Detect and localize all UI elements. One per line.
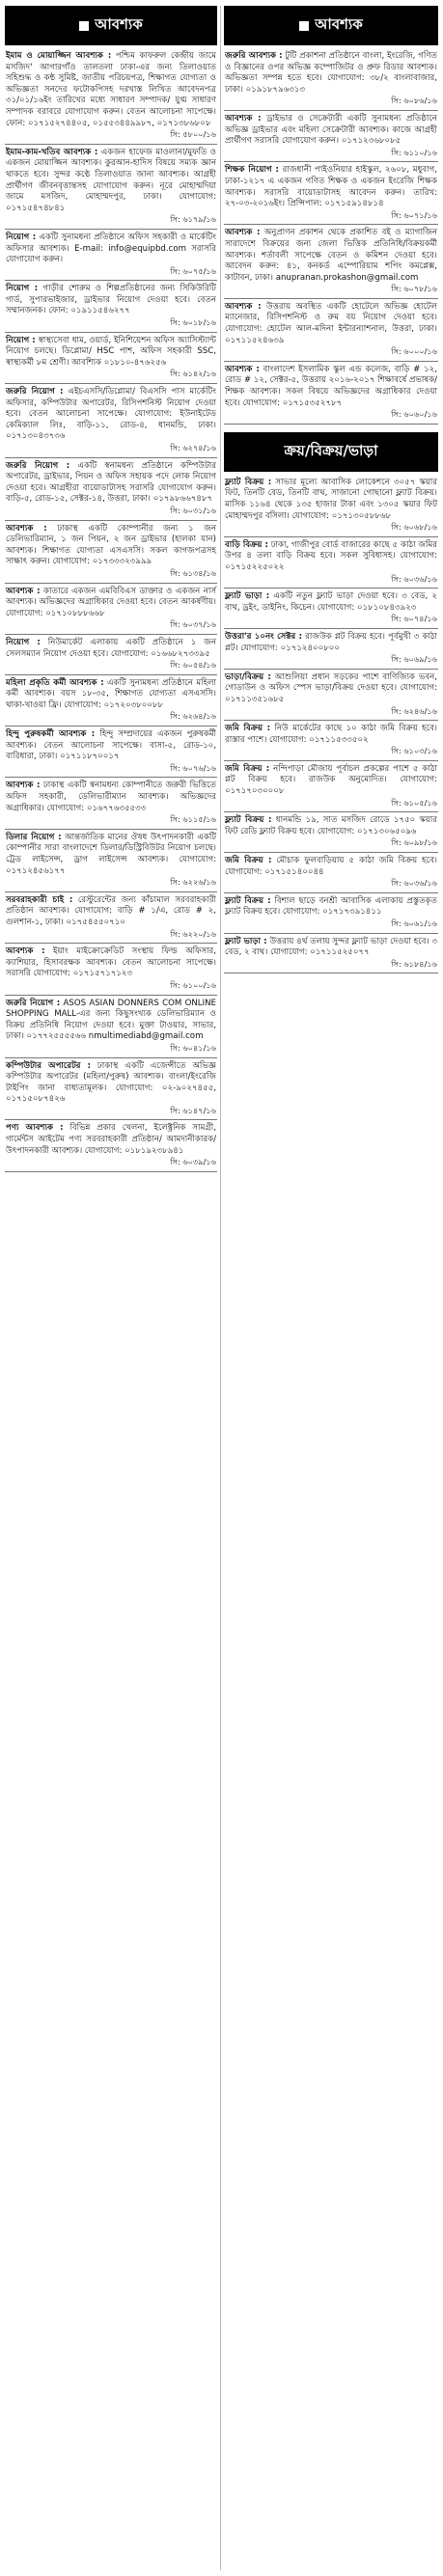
ad-body: একজন হাফেজ মাওলানা/মুফতি ও একজন মোয়াজ্জিন আবশ্যক। কুরআন-হাদিস বিষয়ে সম্যক জ্ঞান থাকতে হবে। সুন্দর কণ্ঠে তিলাওয়াত জানা আবশ্যক। আগ্রহী প্রার্থীগণ জীবনবৃত্তান্তসহ যোগাযোগ করুন। নূরে মোহাম্মদিয়া জামে মসজিদ, মোহাম্মদপুর, ঢাকা। যোগাযোগ: ০১৭১৫৪৭৪৮৪১: [6, 147, 216, 213]
classified-ad: [5, 231, 217, 279]
ad-heading: আবশ্যক :: [225, 364, 260, 374]
classified-ad: [224, 762, 438, 810]
ad-reference: সি: ৬০৬০/১৬: [391, 409, 437, 420]
ads-list-buy-sell: [224, 476, 438, 974]
classified-ad: [5, 779, 217, 827]
ad-body: বিভিন্ন প্রকার খেলনা, ইলেক্ট্রনিক সামগ্রী, গার্মেন্টস আইটেম পণ্য সরবরাহকারী প্রতিষ্ঠান/ আমদানীকারক/ উৎপাদনকারী আবশ্যক। যোগাযোগ: ০১৮১৯২৩৮৯৪১: [6, 1123, 216, 1156]
header-square-icon: [299, 21, 309, 31]
ad-reference: সি: ৬২২০/১৬: [170, 928, 216, 939]
ad-divider: [5, 943, 217, 944]
ad-body: আশুলিয়া প্রধান সড়কের পাশে বাণিজ্যিক ভবন, গোডাউন ও অফিস স্পেস ভাড়া/বিক্রয় দেওয়া হবে। যোগাযোগ: ০১৭১১৩৫১৬৮৫: [225, 671, 437, 704]
right-column: [224, 6, 438, 974]
ad-divider: [224, 669, 438, 670]
ad-reference: সি: ৬১৪২/১৬: [170, 369, 216, 379]
ad-reference: সি: ৬১৪৭/১৬: [170, 1105, 216, 1115]
section-header-wanted-left: [5, 6, 217, 45]
ad-heading: ভাড়া/বিক্রয় :: [225, 671, 271, 682]
ad-heading: কম্পিউটার অপারেটর :: [6, 1060, 92, 1071]
ad-heading: নিয়োগ :: [6, 637, 41, 647]
ad-divider: [224, 933, 438, 934]
ad-reference: সি: ৬১০০/১৬: [170, 979, 216, 990]
ad-divider: [5, 229, 217, 230]
ad-divider: [5, 144, 217, 145]
ad-divider: [5, 1119, 217, 1120]
ad-heading: নিয়োগ :: [6, 232, 37, 242]
ad-reference: সি: ৬২৪৬/১৬: [391, 705, 437, 716]
ad-reference: সি: ৬০৩১/১৬: [170, 505, 216, 515]
ad-reference: সি: ৬২২৬/১৬: [170, 877, 216, 888]
ad-divider: [5, 520, 217, 521]
ad-body: টুটি প্রকাশনা প্রতিষ্ঠানে বাংলা, ইংরেজি, গণিত ও বিজ্ঞানের ওপর অভিজ্ঞ কম্পোজিটর ও প্রুফ রিডার আবশ্যক। অভিজ্ঞতা সম্পন্ন হতে হবে। যোগাযোগ: ৩৮/২ বাংলাবাজার, ঢাকা। ০১৯১৮৭৯৬৩১৩: [225, 51, 437, 95]
ad-body: রাজধানী পাইওনিয়ার হাইস্কুল, ২৬০৮, মধুবাগ, ঢাকা-১২১৭ এ একজন গণিত শিক্ষক ও একজন ইংরেজি শিক্ষক আবশ্যক। সরাসরি বায়োডাটাসহ আবেদন করুন। তারিখ: ২৭-০৩-২০১৬ইং। প্রিন্সিপাল: ০১৭১৫৯১৪৮১৪: [225, 165, 438, 209]
ad-reference: সি: ৬১৩৪/১৬: [170, 567, 216, 578]
ad-divider: [5, 383, 217, 384]
left-column: [5, 6, 217, 1173]
column-divider: [220, 6, 221, 2570]
classified-ad: [5, 282, 217, 330]
ad-divider: [5, 1057, 217, 1058]
classified-ad: [5, 1121, 217, 1169]
ad-divider: [224, 892, 438, 893]
ad-heading: আবশ্যক :: [225, 113, 262, 123]
classified-ad: [5, 459, 217, 519]
ad-heading: জরুরি নিয়োগ :: [6, 460, 70, 471]
ad-body: একটি সুনামধন্য প্রতিষ্ঠানে অফিস সহকারী ও মার্কেটিং অফিসার আবশ্যক। E-mail: info@equipbd.com সরাসরি যোগাযোগ করুন।: [6, 232, 216, 265]
ad-divider: [5, 634, 217, 635]
ad-body: সাভার মূল্যে আবাসিক লোকেশনে ৩০৫৭ স্কয়ার ফিট, তিনটি বেড, তিনটি বাথ, সাজানো গোছানো ফ্ল্যাট বিক্রয়। মাসিক ১১৬৪ থেকে ১৩৫ হাজার টাকা এবং ১৩০৫ স্কয়ার ফিট মোহাম্মদপুর বসিলা। যোগাযোগ: ০১৭১৩০৫৮৮৬৮: [225, 477, 438, 521]
ad-body: বিশাল ছাড়ে বনশ্রী আবাসিক এলাকায় প্রস্তুতকৃত ফ্ল্যাট বিক্রয় হবে। যোগাযোগ: ০১৭১৭৩৯১৪১১: [225, 895, 437, 918]
ad-divider: [5, 457, 217, 458]
ad-reference: সি: ৬১৮৪/১৬: [391, 958, 437, 969]
ad-body: রাজউক প্লট বিক্রয় হবে। পূর্বমুখী ৩ কাঠা প্লট। যোগাযোগ: ০১৭১২৪০০৮০০: [225, 631, 437, 653]
ad-body: হিন্দু সম্প্রদায়ের একজন পুরুষকর্মী আবশ্যক। বেতন আলোচনা সাপেক্ষে। বাসা-৫, রোড-১০, বারিধারা, ঢাকা। ০১৭১১৮৭০০১৭: [6, 729, 217, 762]
ad-divider: [224, 298, 438, 299]
classified-ad: [224, 630, 438, 668]
ad-body: ঢাকাস্থ একটি স্বনামধন্য কোম্পানীতে জরুরী ভিত্তিতে অফিস সহকারী, ডেলিভারীম্যান আবশ্যক। অভিজ্ঞদের অগ্রাধিকার। যোগাযোগ: ০১৬৭৭৬৩৫৫৩৩: [6, 781, 216, 813]
ad-heading: জমি বিক্রয় :: [225, 763, 270, 774]
classified-ad: [5, 636, 217, 673]
section-header-title: আবশ্যক: [315, 15, 363, 33]
ad-divider: [224, 588, 438, 589]
classified-ad: [224, 300, 438, 360]
ad-body: ঢাকাস্থ একটি এজেন্সীতে অভিজ্ঞ কম্পিউটার অপারেটর (মহিলা/পুরুষ) আবশ্যক। বাংলা/ইংরেজি টাইপিং জানা বাধ্যতামূলক। যোগাযোগ: ০২-৯০২৭৪৫৫, ০১৭১৫০৮৭৪২৬: [6, 1060, 216, 1105]
ad-heading: ফ্ল্যাট বিক্রয় :: [225, 477, 272, 487]
classified-ad: [224, 813, 438, 851]
ad-heading: আবশ্যক :: [6, 586, 41, 596]
ads-list-left: [5, 49, 217, 1172]
ad-heading: ডিলার নিয়োগ :: [6, 832, 62, 842]
ad-divider: [224, 760, 438, 761]
section-header-buy-sell-rent: [224, 432, 438, 472]
ad-divider: [5, 891, 217, 892]
ad-divider: [224, 720, 438, 721]
ad-reference: সি: ৬০৭৬/১৬: [170, 762, 216, 773]
ad-divider: [5, 674, 217, 675]
ad-reference: সি: ৬০৭৪/১৬: [391, 614, 437, 624]
ad-divider: [5, 995, 217, 996]
ad-reference: সি: ৬১০৫/১৬: [391, 797, 437, 808]
ad-divider: [5, 332, 217, 333]
ad-body: স্বাস্থ্যসেবা ধাম, ওয়ার্ড, ইনিশিয়েশন অফিস অ্যাসিস্ট্যান্ট নিয়োগ চলছে। ডিপ্লোমা/ HSC পাশ, অফিস সহকারী SSC, স্বাস্থ্যকর্মী ৮ম শ্রেণী। আবশ্যিক ০১৮১০-৪৭৬২৫৬: [6, 335, 217, 368]
ad-heading: আবশ্যক :: [6, 523, 47, 534]
classified-ad: [224, 589, 438, 627]
ad-divider: [224, 161, 438, 162]
classified-ad: [5, 49, 217, 143]
ad-reference: সি: ৬১১৫/১৬: [170, 814, 216, 825]
ad-body: কাতারে একজন এমবিবিএস ডাক্তার ও একজন নার্স আবশ্যক। অভিজ্ঞদের অগ্রাধিকার দেওয়া হবে। বেতন আকর্ষণীয়। যোগাযোগ: ০১৭১০৮৮৮৬৬৮: [6, 586, 217, 618]
ad-body: মৌচাক ফুলবাড়িয়ায় ৫ কাঠা জমি বিক্রয় হবে। যোগাযোগ: ০১৭১৫১৪০০৪৪: [225, 856, 437, 877]
classified-ad: [5, 385, 217, 456]
ad-body: নিউ মার্কেটের কাছে ১০ কাঠা জমি বিক্রয় হবে। রাস্তার পাশে। যোগাযোগ: ০১৭১১৫৩৩৫০২: [225, 724, 437, 745]
ad-divider: [224, 424, 438, 425]
classified-ad: [224, 854, 438, 891]
ad-body: ASOS ASIAN DONNERS COM ONLINE SHOPPING MALL-এর জন্য কিছুসংখ্যক ডেলিভারিম্যান ও বিক্রয় প্রতিনিধি নিয়োগ দেওয়া হবে। মুক্তা টাওয়ার, সাভার, ঢাকা। ০১৭৭২৫৫৫৫৬৬ nmultimediabd@gmail.com: [6, 998, 216, 1042]
ad-divider: [5, 777, 217, 778]
classified-ad: [5, 945, 217, 993]
ad-heading: জমি বিক্রয় :: [225, 724, 271, 734]
classified-ad: [5, 727, 217, 776]
classified-ad: [224, 112, 438, 160]
ad-reference: সি: ৬০১৮/১৬: [170, 317, 216, 328]
ad-divider: [5, 280, 217, 281]
ad-reference: সি: ৬০৫৪/১৬: [170, 660, 216, 671]
ad-reference: সি: ৬০৬১/১৬: [391, 918, 437, 928]
ad-heading: হিন্দু পুরুষকর্মী আবশ্যক :: [6, 729, 96, 740]
ad-reference: সি: ৬২৭৪/১৬: [170, 443, 216, 452]
ad-heading: ফ্ল্যাট বিক্রয় :: [225, 895, 271, 906]
ad-divider: [224, 852, 438, 853]
ad-reference: সি: ৬১৭৯/১৬: [170, 214, 216, 225]
ad-body: বাংলাদেশ ইসলামিক স্কুল এন্ড কলেজ, বাড়ি # ১২, রোড # ১২, সেক্টর-৫, উত্তরায় ২০১৬-২০১৭ শিক্ষাবর্ষে প্রভাষক/শিক্ষক আবশ্যক। সকল বিষয়ে অভিজ্ঞদের অগ্রাধিকার দেওয়া হবে। যোগাযোগ: ০১৭১৫৩৫২৭৮৭: [225, 364, 437, 408]
ad-reference: সি: ৬০০০/১৬: [391, 346, 437, 357]
header-square-icon: [79, 21, 89, 31]
classified-ad: [224, 538, 438, 587]
ad-body: ড্রাইভার ও সেক্রেটারী একটি সুনামধন্য প্রতিষ্ঠানে অভিজ্ঞ ড্রাইভার এবং মহিলা সেক্রেটারী আবশ্যক। কাজে আগ্রহী প্রার্থীগণ সরাসরি যোগাযোগ করুন। ০১৭১২৩৬৮০৮৫: [225, 113, 438, 147]
classified-ad: [224, 935, 438, 973]
classified-ad: [5, 676, 217, 725]
ad-body: নিউমার্কেট এলাকায় একটি প্রতিষ্ঠানে ১ জন সেলসম্যান নিয়োগ দেওয়া হবে। যোগাযোগ: ০১৬৬৮২৭৩৩৯৫: [6, 637, 216, 659]
ad-reference: সি: ৬০৩৭/১৬: [170, 619, 216, 630]
ad-heading: আবশ্যক :: [6, 781, 41, 791]
ad-divider: [224, 628, 438, 629]
ad-heading: উত্তরা'র ১০নং সেক্টর :: [225, 631, 303, 642]
ad-heading: আবশ্যক :: [6, 946, 45, 957]
ad-heading: ফ্ল্যাট বিক্রয় :: [225, 815, 272, 826]
classified-ad: [5, 146, 217, 228]
ad-body: এইচএসসি/ডিপ্লোমা/ বিএসসি পাস মার্কেটিং অফিসার, কম্পিউটার অপারেটর, রিসিপশনিস্ট নিয়োগ দেওয়া হবে। বেতন আলোচনা সাপেক্ষে। যোগাযোগ: ইউনাইটেড কেমিক্যাল লিঃ, বাড়ি-১১, রোড-৪, ধানমন্ডি, ঢাকা। ০১৭১৩০৪৩৭৩৬: [6, 387, 216, 442]
ad-heading: জমি বিক্রয় :: [225, 856, 272, 866]
ad-heading: নিয়োগ :: [6, 335, 36, 345]
ad-body: গাড়ীর শোরুম ও শিল্পপ্রতিষ্ঠানের জন্য সিকিউরিটি গার্ড, সুপারভাইজার, ড্রাইভার নিয়োগ দেওয়া হবে। বেতন সম্মানজনক। ফোন: ০১৯১১৫৪৬২৭৭: [6, 284, 216, 316]
section-header-title: ক্রয়/বিক্রয়/ভাড়া: [284, 441, 378, 459]
classified-ad: [224, 163, 438, 223]
ad-heading: ইমাম-কাম-খতিব আবশ্যক :: [6, 147, 98, 157]
ad-heading: শিক্ষক নিয়োগ :: [225, 165, 279, 176]
ad-body: অনুপ্রাণন প্রকাশন থেকে প্রকাশিত বই ও ম্যাগাজিন সারাদেশে বিক্রয়ের জন্য জেলা ভিত্তিক প্রতিনিধি/বিক্রয়কর্মী আবশ্যক। শর্তাবলী সাপেক্ষে বেতন ও কমিশন দেওয়া হবে। আবেদন করুন: ৪১, কনকর্ড এম্পোরিয়াম শপিং কমপ্লেক্স, কাটাবন, ঢাকা। anupranan.prokashon@gmail.com: [225, 228, 438, 283]
ad-reference: সি: ৬০৬৯/১৬: [391, 654, 437, 665]
classified-ad: [5, 585, 217, 633]
ad-reference: সি: ৬০৭৮/১৬: [391, 284, 437, 294]
ad-body: একটি নতুন ফ্ল্যাট ভাড়া দেওয়া হবে। ৩ বেড, ২ বাথ, ড্রইং, ডাইনিং, কিচেন। যোগাযোগ: ০১৮১০৮৪৩৯২৩: [225, 591, 437, 613]
ad-body: ধানমন্ডি ১৯, সাত মসজিদ রোডে ১৭৫০ স্কয়ার ফিট রেডি ফ্ল্যাট বিক্রয় হবে। যোগাযোগ: ০১৭১৩০৬৫০৯৬: [225, 815, 438, 836]
classified-ad: [224, 894, 438, 932]
ad-reference: সি: ৫৮০০/১৬: [170, 129, 216, 140]
ad-reference: সি: ৬০৭১/১৬: [391, 209, 437, 220]
classified-ad: [5, 831, 217, 891]
classified-ad: [224, 226, 438, 297]
ad-body: আন্তর্জাতিক মানের ঔষধ উৎপাদনকারী একটি কোম্পানীর সারা বাংলাদেশে ডিলার/ডিস্ট্রিবিউটর নিয়োগ চলছে। ট্রেড লাইসেন্স, ড্রাগ লাইসেন্স আবশ্যক। যোগাযোগ: ০১৭১২৪৫৬১৭৭: [6, 832, 217, 876]
ad-body: ঢাকাস্থ একটি কোম্পানীর জন্য ১ জন ডেলিভারিম্যান, ১ জন পিয়ন, ২ জন ড্রাইভার (হালকা যান) আবশ্যক। শিক্ষাগত যোগ্যতা এসএসসি। সকল কাগজপত্রসহ সাক্ষাৎ করুন। যোগাযোগ: ০১৭৩৩৩২৩৯৯৯: [6, 523, 217, 567]
ad-body: ঢাকা, গাজীপুর বোর্ড বাজারের কাছে ৫ কাঠা জমির উপর ৪ তলা বাড়ি বিক্রয় হবে। সকল সুবিধাসহ। যোগাযোগ: ০১৭১৫২২৫০২২: [225, 539, 438, 572]
ad-body: পশ্চিম কাফরুল কেন্দ্রীয় জামে মসজিদ' আগারগাঁও তালতলা ঢাকা-এর জন্য তিলাওয়াত সহিশুদ্ধ ও কন্ঠ সুমিষ্ট, জাতীয় পরিচয়পত্র, শিক্ষাগত যোগ্যতা ও অভিজ্ঞতা সনদের ফটোকপিসহ দরখাস্ত লিখিত আবেদনপত্র ৩১/০১/১৬ইং তারিখের মধ্যে সাধারণ সম্পাদক/ যুগ্ম সাধারণ সম্পাদক বরাবরে যোগাযোগ করুন। বেতন আলোচনা সাপেক্ষে। ফোন: ০১৭১৫২৭৪৪০৫, ০১৫৫৩৪৪৯৯৮৭, ০১৭১৩৮৬৮০৮: [6, 51, 217, 128]
ad-heading: পণ্য আবশ্যক :: [6, 1123, 64, 1134]
ad-heading: আবশ্যক :: [225, 301, 262, 312]
ad-body: ইয়াং মাইক্রোক্রেডিট সংস্থায় ফিল্ড অফিসার, ক্যাশিয়ার, হিসাবরক্ষক আবশ্যক। বেতন আলোচনা সাপেক্ষে। সরাসরি যোগাযোগ: ০১৭১৫৭১৭১২৩: [6, 946, 217, 979]
ad-divider: [5, 829, 217, 830]
ad-heading: জরুরি নিয়োগ :: [6, 998, 61, 1008]
ad-heading: জরুরি আবশ্যক :: [225, 51, 283, 61]
ad-reference: সি: ৬০৩৬/১৬: [391, 573, 437, 584]
ad-heading: ইমাম ও মোয়াজ্জিন আবশ্যক :: [6, 51, 112, 61]
classified-ad: [224, 476, 438, 535]
ad-reference: সি: ৬২৬৪/১৬: [170, 711, 216, 722]
classified-ad: [224, 671, 438, 719]
ad-body: একটি সুনামধন্য প্রতিষ্ঠানে মহিলা কর্মী আবশ্যক। বয়স ১৮-৩৫, শিক্ষাগত যোগ্যতা এসএসসি। থাকা-খাওয়া ফ্রি। যোগাযোগ: ০১৭২০৩৮০০৮৮: [6, 677, 216, 710]
ad-divider: [224, 110, 438, 111]
ad-heading: মহিলা প্রকৃতি কর্মী আবশ্যক :: [6, 677, 104, 688]
ad-reference: সি: ৬০৬৮/১৬: [391, 522, 437, 533]
ad-divider: [224, 361, 438, 362]
ad-heading: বাড়ি বিক্রয় :: [225, 539, 268, 550]
section-header-title: আবশ্যক: [95, 15, 143, 33]
ad-reference: সি: ৬০৮৬/১৬: [391, 96, 437, 106]
classified-ad: [224, 722, 438, 759]
ad-reference: সি: ৬০৪১/১৬: [170, 1042, 216, 1053]
ad-body: উত্তরায় অবস্থিত একটি হোটেলে অভিজ্ঞ হোটেল ম্যানেজার, রিসিপশনিস্ট ও রুম বয় নিয়োগ দেওয়া হবে। যোগাযোগ: হোটেল আল-মদিনা ইন্টারন্যাশনাল, উত্তরা, ঢাকা। ০১৭১১৫২৪৬৩৯: [225, 301, 438, 345]
classified-ad: [5, 522, 217, 582]
ad-heading: ফ্ল্যাট ভাড়া :: [225, 936, 267, 946]
ad-divider: [5, 1171, 217, 1172]
ad-reference: সি: ৬১০৩/১৬: [391, 746, 437, 756]
ad-heading: ফ্ল্যাট ভাড়া :: [225, 591, 270, 602]
ad-heading: নিয়োগ :: [6, 284, 39, 294]
ad-heading: সরবরাহকারী চাই :: [6, 894, 73, 905]
ad-reference: সি: ৬১১০/১৬: [391, 147, 437, 157]
ad-heading: আবশ্যক :: [225, 228, 261, 238]
section-header-wanted-right: [224, 6, 438, 45]
classified-ad: [224, 49, 438, 109]
ad-reference: সি: ৬০৩৯/১৬: [170, 1157, 216, 1167]
ad-reference: সি: ৬০৭৫/১৬: [170, 265, 216, 276]
ad-body: নন্দিপাড়া মৌজায় পূর্বাচল প্রকল্পের পাশে ৫ কাঠা প্লট বিক্রয় হবে। রাজউক অনুমোদিত। যোগাযোগ: ০১৭১৭০৩০০০৮: [225, 763, 437, 797]
ads-list-right: [224, 49, 438, 425]
ad-heading: জরুরি নিয়োগ :: [6, 387, 64, 397]
ad-divider: [224, 224, 438, 225]
classified-ad: [5, 997, 217, 1056]
ad-body: উত্তরায় ৪র্থ তলায় সুন্দর ফ্ল্যাট ভাড়া দেওয়া হবে। ৩ বেড, ২ বাথ। যোগাযোগ: ০১৭১১৫২৫০৭৭: [225, 936, 437, 958]
classified-ad: [5, 1059, 217, 1119]
ad-divider: [224, 811, 438, 812]
classified-ad: [5, 893, 217, 942]
ad-divider: [5, 583, 217, 584]
ad-body: একটি স্বনামধন্য প্রতিষ্ঠানে কম্পিউটার অপারেটর, ড্রাইভার, পিয়ন ও অফিস সহায়ক পদে লোক নিয়োগ দেওয়া হবে। আগ্রহীরা বায়োডাটাসহ সরাসরি যোগাযোগ করুন। বাড়ি-৫, রোড-১৫, সেক্টর-১৪, উত্তরা, ঢাকা। ০১৭৯৮৬৬৭৪৮৭: [6, 460, 217, 505]
classified-ad: [224, 363, 438, 423]
ad-divider: [224, 536, 438, 537]
classified-ad: [5, 334, 217, 382]
ad-reference: সি: ৬০৯৮/১৬: [391, 837, 437, 848]
ad-reference: সি: ৬০৩৬/১৬: [391, 878, 437, 889]
ad-body: রেস্টুরেন্টের জন্য কাঁচামাল সরবরাহকারী প্রতিষ্ঠান আবশ্যক। যোগাযোগ: বাড়ি # ১/এ, রোড # ২, গুলশান-১, ঢাকা। ০১৭৫৪৫৫০৭১০: [6, 894, 216, 927]
